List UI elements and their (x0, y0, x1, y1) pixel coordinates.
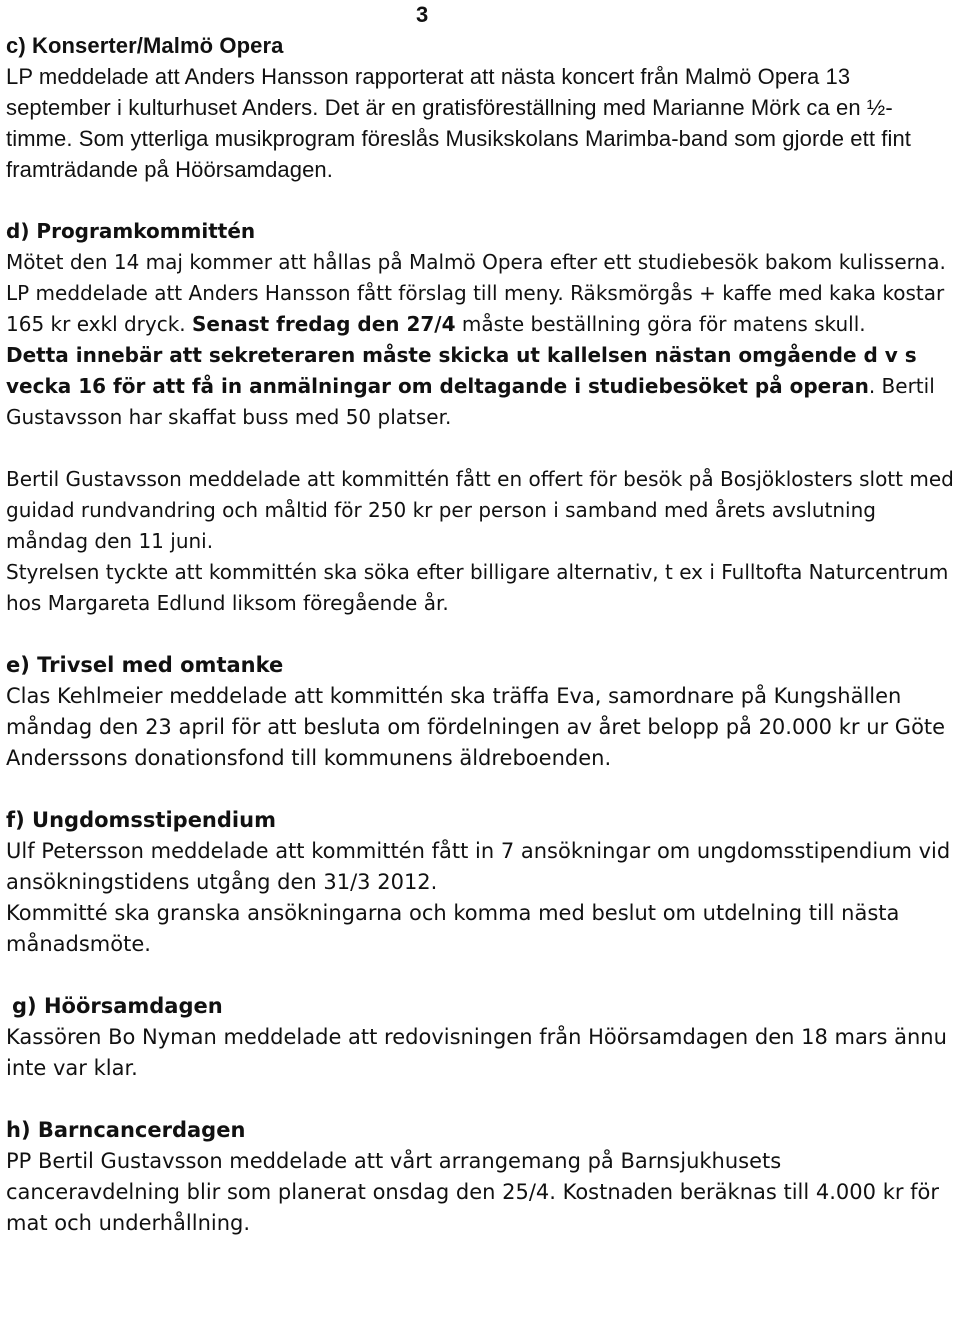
section-d-paragraph-2 (6, 340, 954, 433)
section-c-text: LP meddelade att Anders Hansson rapporterat att nästa koncert från Malmö Opera 13 september i kulturhuset Anders. Det är en gratisföreställning med Marianne Mörk ca en ½-timme. Som ytterliga musikprogram föreslås Musikskolans Marimba-band som gjorde ett fint framträdande på Höörsamdagen. (6, 64, 911, 182)
section-e-heading: e) Trivsel med omtanke (6, 653, 284, 677)
section-g-heading: g) Höörsamdagen (12, 994, 223, 1018)
document-body (6, 30, 954, 1239)
section-d-p2-text: . Bertil Gustavsson har skaffat buss med 50 platser. (6, 374, 935, 429)
section-d-p2-emphasis: Detta innebär att sekreteraren måste skicka ut kallelsen nästan omgående d v s vecka 16 för att få in anmälningar om deltagande i studiebesöket på operan (6, 343, 917, 398)
section-h-heading: h) Barncancerdagen (6, 1118, 246, 1142)
section-g (6, 991, 954, 1084)
section-g-text: Kassören Bo Nyman meddelade att redovisningen från Höörsamdagen den 18 mars ännu inte var klar. (6, 1025, 947, 1080)
section-d-heading: d) Programkommittén (6, 219, 256, 243)
section-e (6, 650, 954, 774)
section-e-text: Clas Kehlmeier meddelade att kommittén ska träffa Eva, samordnare på Kungshällen måndag den 23 april för att besluta om fördelningen av året belopp på 20.000 kr ur Göte Anderssons donationsfond till kommunens äldreboenden. (6, 684, 946, 770)
section-d-p1-text: Mötet den 14 maj kommer att hållas på Malmö Opera efter ett studiebesök bakom kulisserna. LP meddelade att Anders Hansson fått förslag till meny. Räksmörgås + kaffe med kaka kostar 165 kr exkl dryck. (6, 250, 946, 336)
section-c-heading: c) Konserter/Malmö Opera (6, 33, 284, 58)
section-c (6, 30, 954, 185)
section-f-paragraph-1: Ulf Petersson meddelade att kommittén fått in 7 ansökningar om ungdomsstipendium vid ansökningstidens utgång den 31/3 2012. (6, 839, 951, 894)
page-number: 3 (416, 2, 429, 27)
section-f (6, 805, 954, 960)
section-d-p1-deadline: Senast fredag den 27/4 (192, 312, 456, 336)
section-d (6, 216, 954, 619)
section-f-heading: f) Ungdomsstipendium (6, 808, 276, 832)
section-d-paragraph-3: Bertil Gustavsson meddelade att kommittén fått en offert för besök på Bosjöklosters slott med guidad rundvandring och måltid för 250 kr per person i samband med årets avslutning måndag den 11 juni. (6, 467, 954, 553)
section-h (6, 1115, 954, 1239)
section-d-paragraph-1 (6, 247, 954, 340)
section-f-paragraph-2: Kommitté ska granska ansökningarna och komma med beslut om utdelning till nästa månadsmöte. (6, 901, 900, 956)
section-d-p1-text-end: måste beställning göra för matens skull. (455, 312, 866, 336)
section-d-paragraph-4: Styrelsen tyckte att kommittén ska söka efter billigare alternativ, t ex i Fulltofta Naturcentrum hos Margareta Edlund liksom föregående år. (6, 560, 949, 615)
section-h-text: PP Bertil Gustavsson meddelade att vårt arrangemang på Barnsjukhusets canceravdelning blir som planerat onsdag den 25/4. Kostnaden beräknas till 4.000 kr för mat och underhållning. (6, 1149, 940, 1235)
